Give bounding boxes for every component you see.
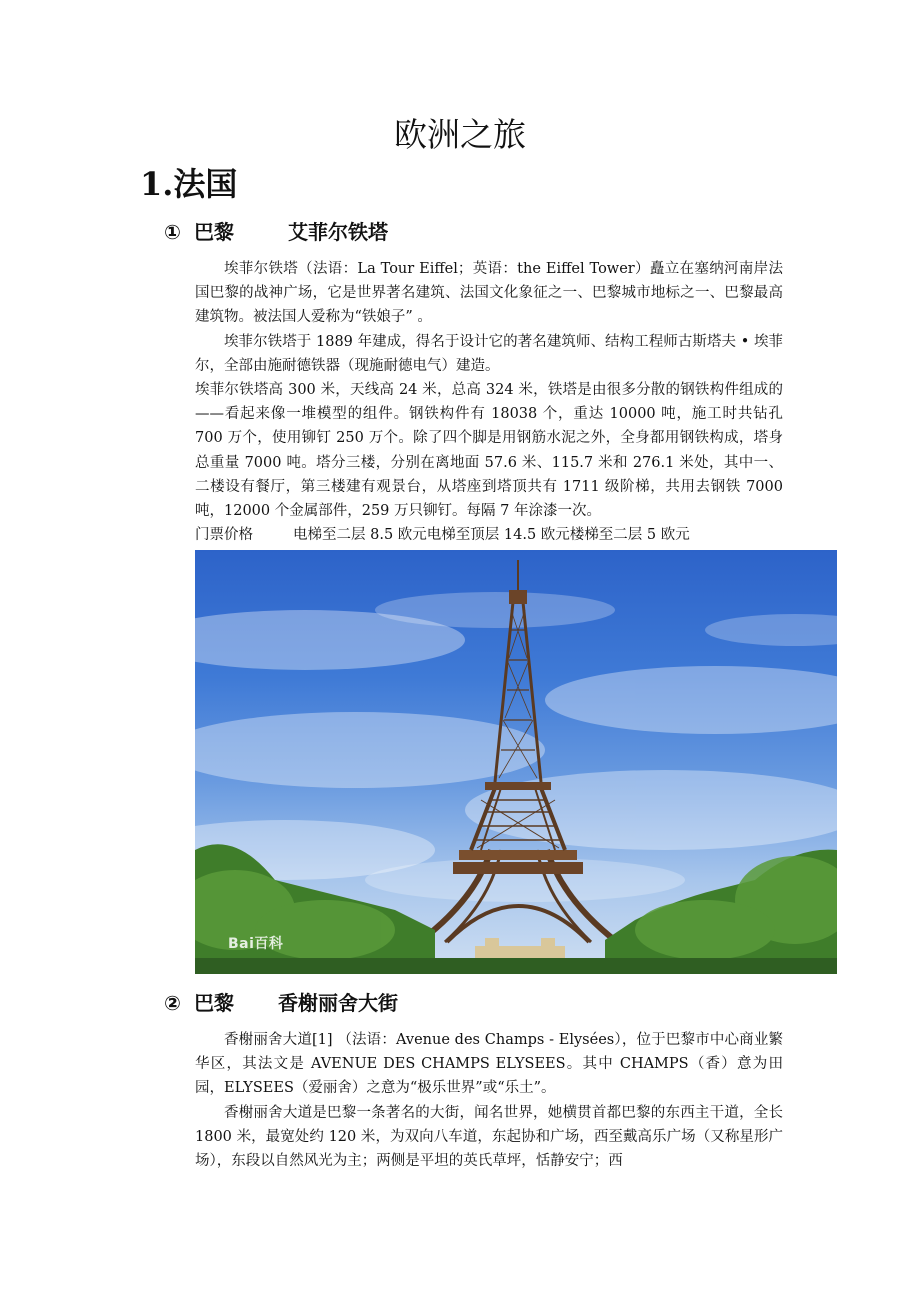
section-number: ②	[164, 991, 181, 1015]
ticket-info: 电梯至二层 8.5 欧元电梯至顶层 14.5 欧元楼梯至二层 5 欧元	[293, 527, 690, 544]
section-title: 艾菲尔铁塔	[288, 220, 388, 244]
section-heading-eiffel	[164, 218, 388, 246]
document-title: 欧洲之旅	[394, 115, 526, 154]
chapter-heading: 1.法国	[140, 165, 238, 203]
champs-elysees-text	[195, 1028, 783, 1173]
photo-watermark: Bai百科	[228, 936, 284, 952]
section-city: 巴黎	[194, 220, 234, 244]
eiffel-tower-illustration	[195, 550, 837, 974]
paragraph: 香榭丽舍大道是巴黎一条著名的大街，闻名世界，她横贯首都巴黎的东西主干道，全长 1800 米，最宽处约 120 米，为双向八车道，东起协和广场，西至戴高乐广场（又称星形广场），东段以自然风光为主；两侧是平坦的英氏草坪，恬静安宁；西	[195, 1104, 783, 1170]
paragraph: 香榭丽舍大道[1] （法语：Avenue des Champs - Elysées），位于巴黎市中心商业繁华区，其法文是 AVENUE DES CHAMPS ELYSEES。其中 CHAMPS（香）意为田园，ELYSEES（爱丽舍）之意为“极乐世界”或“乐土”。	[195, 1032, 783, 1097]
section-city: 巴黎	[194, 991, 234, 1015]
ticket-label: 门票价格	[195, 527, 253, 544]
paragraph: 埃菲尔铁塔高 300 米，天线高 24 米，总高 324 米，铁塔是由很多分散的钢铁构件组成的——看起来像一堆模型的组件。钢铁构件有 18038 个，重达 10000 吨，施工时共钻孔 700 万个，使用铆钉 250 万个。除了四个脚是用钢筋水泥之外，全身都用钢铁构成，塔身总重量 7000 吨。塔分三楼，分别在离地面 57.6 米、115.7 米和 276.1 米处，其中一、二楼设有餐厅，第三楼建有观景台，从塔座到塔顶共有 1711 级阶梯，共用去钢铁 7000 吨，12000 个金属部件，259 万只铆钉。每隔 7 年涂漆一次。	[195, 382, 783, 520]
section-title: 香榭丽舍大街	[278, 991, 398, 1015]
eiffel-text	[195, 257, 783, 547]
eiffel-tower-photo	[195, 550, 837, 974]
paragraph: 埃菲尔铁塔于 1889 年建成，得名于设计它的著名建筑师、结构工程师古斯塔夫 • 埃菲尔，全部由施耐德铁器（现施耐德电气）建造。	[195, 333, 783, 374]
section-number: ①	[164, 220, 181, 244]
section-heading-champs-elysees	[164, 989, 398, 1017]
paragraph: 埃菲尔铁塔（法语：La Tour Eiffel；英语：the Eiffel Tower）矗立在塞纳河南岸法国巴黎的战神广场，它是世界著名建筑、法国文化象征之一、巴黎城市地标之一、巴黎最高建筑物。被法国人爱称为“铁娘子” 。	[195, 261, 783, 326]
ticket-price-line	[195, 523, 783, 547]
